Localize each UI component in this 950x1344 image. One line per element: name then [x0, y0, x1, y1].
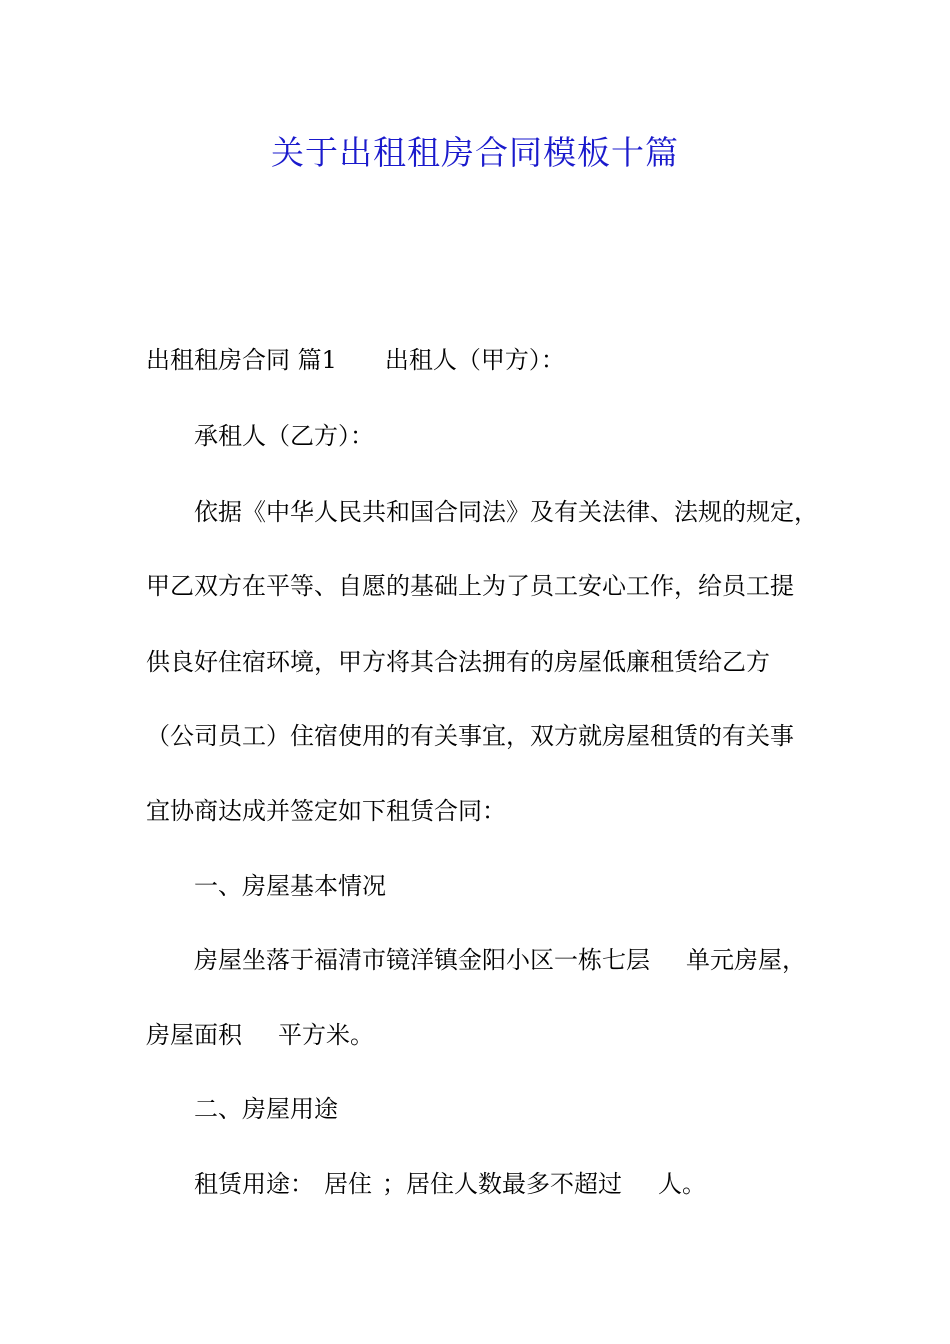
- contract-section-label: 出租租房合同 篇1: [146, 346, 337, 374]
- occupant-limit-text: ；居住人数最多不超过: [382, 1170, 622, 1198]
- lessor-label: 出租人（甲方）：: [384, 346, 565, 374]
- area-line: [146, 1018, 374, 1052]
- usage-value: 居住: [324, 1170, 372, 1198]
- usage-line: [194, 1167, 706, 1201]
- unit-text: 单元房屋，: [686, 946, 806, 974]
- lessee-label: 承租人（乙方）：: [194, 422, 374, 450]
- paragraph-line: 供良好住宿环境，甲方将其合法拥有的房屋低廉租赁给乙方: [146, 648, 770, 676]
- location-text: 房屋坐落于福清市镜洋镇金阳小区一栋七层: [194, 946, 650, 974]
- paragraph-line: （公司员工）住宿使用的有关事宜，双方就房屋租赁的有关事: [146, 722, 794, 750]
- paragraph-line: 依据《中华人民共和国合同法》及有关法律、法规的规定，: [194, 498, 818, 526]
- location-line: [194, 943, 806, 977]
- document-title: 关于出租租房合同模板十篇: [271, 133, 679, 172]
- paragraph-line: 甲乙双方在平等、自愿的基础上为了员工安心工作，给员工提: [146, 572, 794, 600]
- section-heading: 二、房屋用途: [194, 1095, 338, 1123]
- section-heading: 一、房屋基本情况: [194, 872, 386, 900]
- area-unit: 平方米。: [278, 1021, 374, 1049]
- paragraph-line: 宜协商达成并签定如下租赁合同：: [146, 797, 506, 825]
- occupant-unit: 人。: [658, 1170, 706, 1198]
- area-label: 房屋面积: [146, 1021, 242, 1049]
- contract-header-line: [146, 343, 565, 377]
- usage-label: 租赁用途：: [194, 1170, 314, 1198]
